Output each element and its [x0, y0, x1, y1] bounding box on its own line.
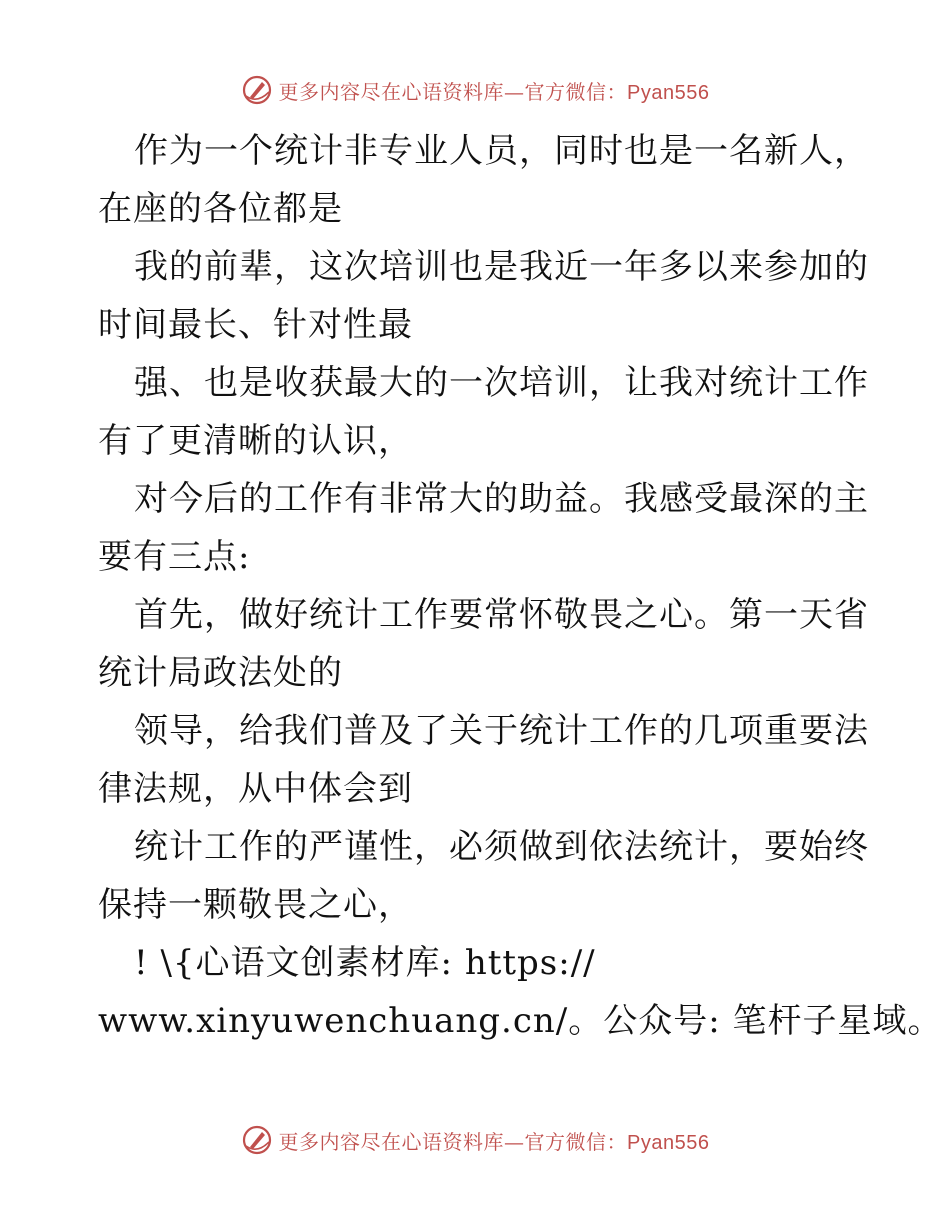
body-line	[98, 296, 858, 354]
body-line-text: 领导，给我们普及了关于统计工作的几项重要法	[134, 711, 869, 751]
header-separator: —	[504, 79, 525, 104]
body-line-text: www.xinyuwenchuang.cn/。公众号: 笔杆子星域。	[98, 1001, 943, 1041]
body-line-text: ! \{心语文创素材库: https://	[134, 943, 596, 983]
body-line	[98, 644, 858, 702]
footer-banner	[0, 1120, 950, 1160]
pen-circle-logo-icon	[241, 1124, 273, 1156]
body-line	[98, 412, 858, 470]
body-line	[98, 122, 869, 180]
footer-wechat-label: 官方微信：	[524, 1129, 628, 1154]
body-line	[98, 238, 869, 296]
footer-separator: —	[504, 1129, 525, 1154]
body-line	[98, 354, 869, 412]
body-line-text: 统计局政法处的	[98, 653, 343, 693]
body-line-text: 时间最长、针对性最	[98, 305, 413, 345]
body-line	[98, 760, 858, 818]
document-body	[98, 122, 943, 1050]
header-banner-text	[279, 76, 710, 105]
body-line-text: 律法规，从中体会到	[98, 769, 413, 809]
body-line-text: 保持一颗敬畏之心，	[98, 885, 413, 925]
header-site-text: 更多内容尽在心语资料库	[278, 79, 505, 104]
body-line	[98, 876, 858, 934]
body-line-text: 统计工作的严谨性，必须做到依法统计，要始终	[134, 827, 869, 867]
pen-circle-logo-icon	[241, 74, 273, 106]
body-line	[98, 818, 869, 876]
body-line-text: 作为一个统计非专业人员，同时也是一名新人，	[134, 131, 869, 171]
body-line-text: 强、也是收获最大的一次培训，让我对统计工作	[134, 363, 869, 403]
header-wechat-id: Pyan556	[627, 81, 710, 104]
body-line-url	[98, 992, 943, 1050]
body-line	[98, 528, 858, 586]
footer-banner-text	[279, 1126, 710, 1155]
header-banner	[0, 70, 950, 110]
body-line-text: 在座的各位都是	[98, 189, 343, 229]
body-line	[98, 934, 858, 992]
body-line-text: 我的前辈，这次培训也是我近一年多以来参加的	[134, 247, 869, 287]
body-line	[98, 180, 858, 238]
footer-site-text: 更多内容尽在心语资料库	[278, 1129, 505, 1154]
body-line-text: 对今后的工作有非常大的助益。我感受最深的主	[134, 479, 869, 519]
footer-wechat-id: Pyan556	[627, 1131, 710, 1154]
header-wechat-label: 官方微信：	[524, 79, 628, 104]
body-line-text: 有了更清晰的认识，	[98, 421, 413, 461]
body-line	[98, 702, 869, 760]
body-line-text: 要有三点:	[98, 537, 251, 577]
body-line	[98, 470, 869, 528]
body-line	[98, 586, 869, 644]
body-line-text: 首先，做好统计工作要常怀敬畏之心。第一天省	[134, 595, 869, 635]
